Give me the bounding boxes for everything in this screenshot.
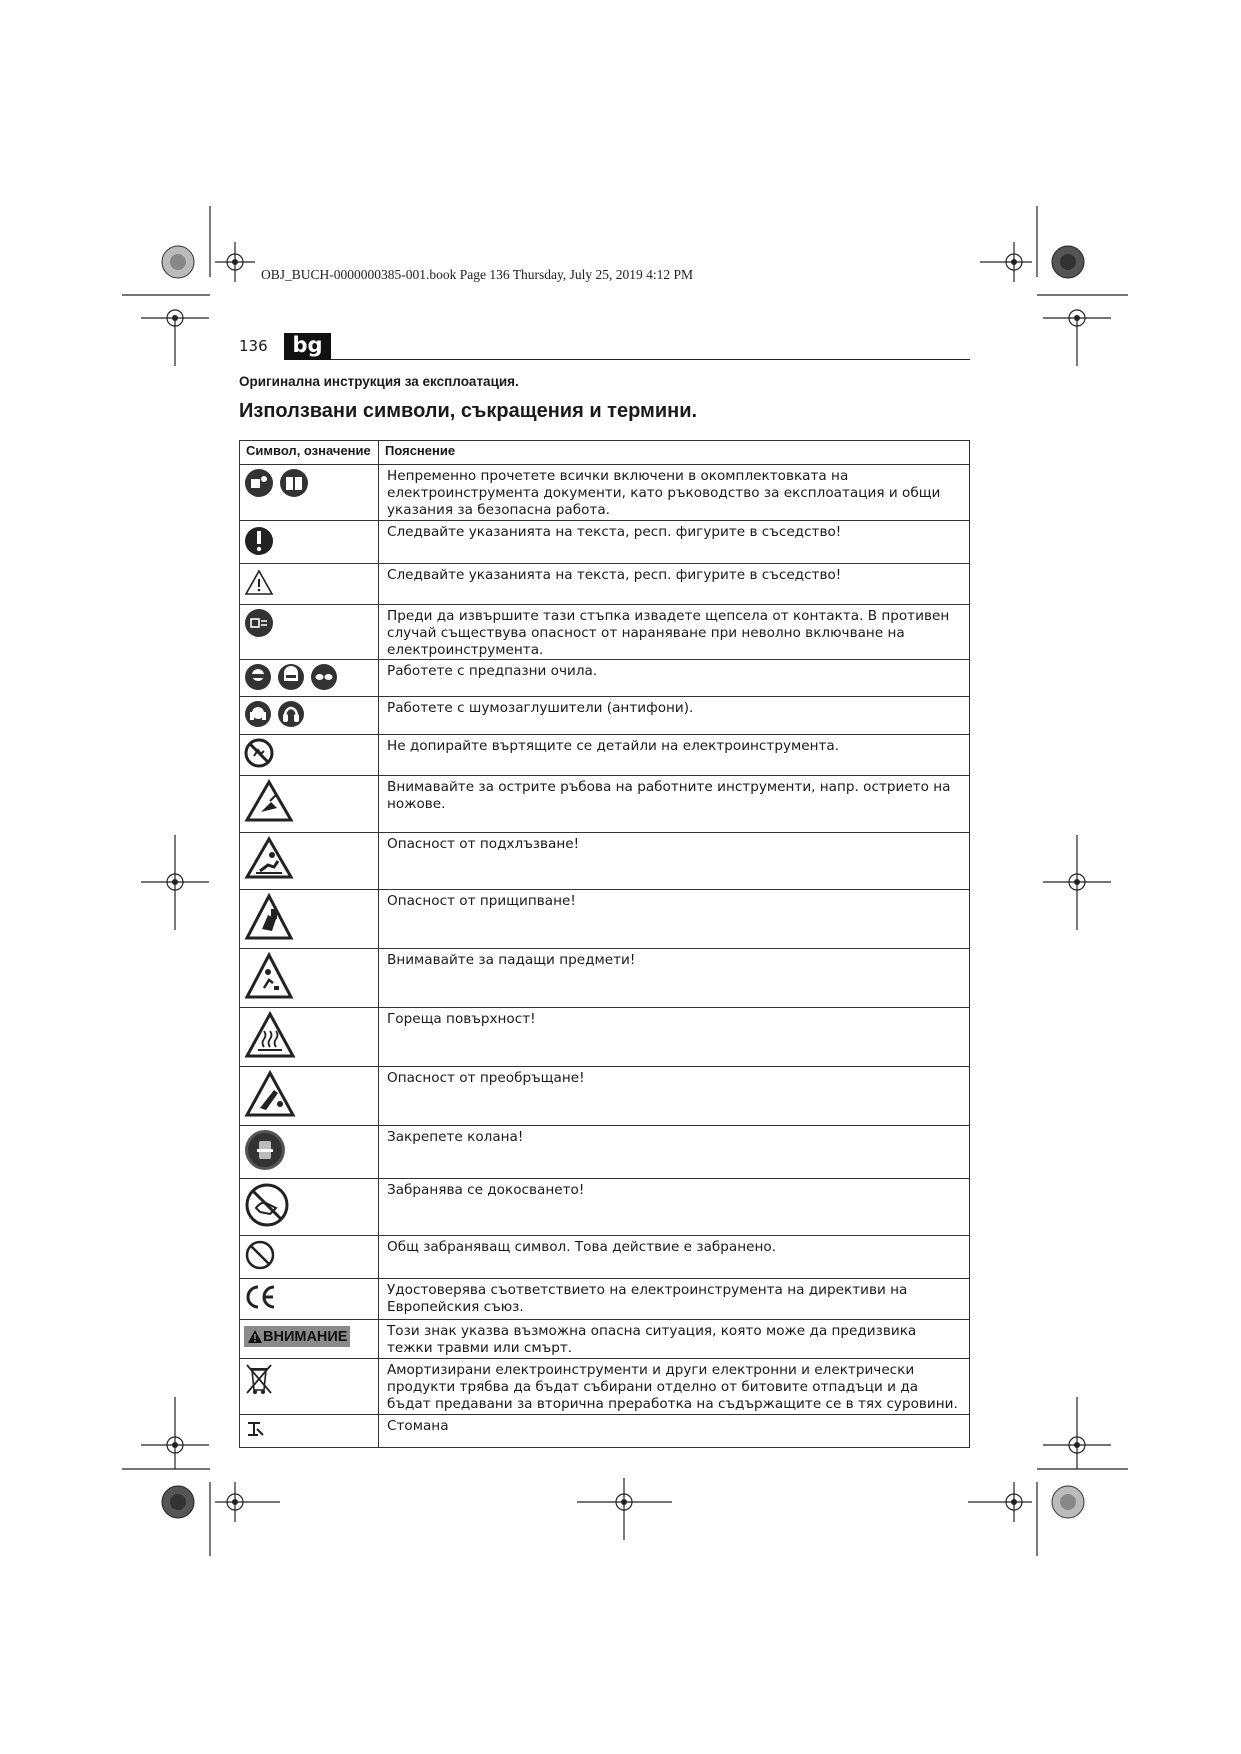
page-title: Използвани символи, съкращения и термини. xyxy=(239,400,698,422)
no-touching-icon xyxy=(244,1182,290,1228)
page-number: 136 xyxy=(239,337,268,355)
unplug-icon xyxy=(244,608,274,638)
table-row xyxy=(240,833,970,890)
warning-label xyxy=(244,1326,350,1347)
table-row xyxy=(240,1415,970,1448)
column-header-explanation: Пояснение xyxy=(379,441,970,465)
row-explanation: Следвайте указанията на текста, респ. фигурите в съседство! xyxy=(379,564,970,605)
falling-objects-icon xyxy=(244,952,294,1000)
table-row xyxy=(240,1179,970,1236)
row-explanation: Този знак указва възможна опасна ситуация, която може да предизвика тежки травми или смърт. xyxy=(379,1320,970,1359)
language-tab: bg xyxy=(284,333,331,360)
face-shield-icon xyxy=(277,663,305,691)
row-explanation: Гореща повърхност! xyxy=(379,1008,970,1067)
safety-goggles-icon xyxy=(244,663,272,691)
row-explanation: Закрепете колана! xyxy=(379,1126,970,1179)
table-row xyxy=(240,1126,970,1179)
steel-icon xyxy=(244,1418,266,1440)
warning-triangle-small-icon xyxy=(247,1329,263,1344)
row-explanation: Следвайте указанията на текста, респ. фигурите в съседство! xyxy=(379,521,970,564)
row-explanation: Работете с шумозаглушители (антифони). xyxy=(379,697,970,735)
table-row xyxy=(240,605,970,660)
row-explanation: Работете с предпазни очила. xyxy=(379,660,970,697)
read-manual-icon xyxy=(244,468,274,498)
manual-book-icon xyxy=(279,468,309,498)
tip-over-icon xyxy=(244,1070,296,1118)
slip-hazard-icon xyxy=(244,836,294,880)
row-explanation: Опасност от прищипване! xyxy=(379,890,970,949)
sharp-edges-icon xyxy=(244,779,294,823)
column-header-symbol: Символ, означение xyxy=(240,441,379,465)
goggles-icon xyxy=(310,663,338,691)
ear-protection-icon xyxy=(244,700,272,728)
no-touch-rotating-icon xyxy=(244,738,274,768)
fasten-belt-icon xyxy=(244,1129,286,1171)
table-row xyxy=(240,564,970,605)
warning-triangle-icon xyxy=(244,567,274,597)
row-explanation: Внимавайте за острите ръбова на работните инструменти, напр. острието на ножове. xyxy=(379,776,970,833)
row-explanation: Внимавайте за падащи предмети! xyxy=(379,949,970,1008)
row-explanation: Непременно прочетете всички включени в окомплектовката на електроинструмента документи, като ръководство за експлоатация и общи указания за безопасна работа. xyxy=(379,465,970,521)
table-row xyxy=(240,521,970,564)
row-explanation: Удостоверява съответствието на електроинструмента на директиви на Европейския съюз. xyxy=(379,1279,970,1320)
table-row xyxy=(240,1236,970,1279)
row-explanation: Преди да извършите тази стъпка извадете щепсела от контакта. В противен случай съществува опасност от нараняване при неволно включване на електроинструмента. xyxy=(379,605,970,660)
table-row xyxy=(240,1320,970,1359)
file-info-line: OBJ_BUCH-0000000385-001.book Page 136 Thursday, July 25, 2019 4:12 PM xyxy=(261,267,694,282)
pinch-hazard-icon xyxy=(244,893,294,941)
table-row xyxy=(240,949,970,1008)
ce-mark-icon xyxy=(244,1282,278,1312)
document-subtitle: Оригинална инструкция за експлоатация. xyxy=(239,374,519,389)
table-header-row xyxy=(240,441,970,465)
row-explanation: Опасност от подхлъзване! xyxy=(379,833,970,890)
header-rule xyxy=(331,359,970,360)
weee-bin-icon xyxy=(244,1362,274,1396)
table-row xyxy=(240,890,970,949)
row-explanation: Стомана xyxy=(379,1415,970,1448)
table-row xyxy=(240,465,970,521)
table-row xyxy=(240,660,970,697)
table-row xyxy=(240,697,970,735)
table-row xyxy=(240,1008,970,1067)
table-row xyxy=(240,776,970,833)
warning-label-text: ВНИМАНИЕ xyxy=(263,1328,348,1345)
table-row xyxy=(240,1359,970,1415)
row-explanation: Не допирайте въртящите се детайли на електроинструмента. xyxy=(379,735,970,776)
row-explanation: Амортизирани електроинструменти и други електронни и електрически продукти трябва да бъдат събирани отделно от битовите отпадъци и да бъдат предавани за вторична преработка на съдържащите се в тях суровини. xyxy=(379,1359,970,1415)
table-row xyxy=(240,735,970,776)
ear-muffs-icon xyxy=(277,700,305,728)
hot-surface-icon xyxy=(244,1011,296,1059)
exclamation-mandatory-icon xyxy=(244,524,274,556)
table-row xyxy=(240,1067,970,1126)
symbols-table xyxy=(239,440,970,1448)
row-explanation: Опасност от преобръщане! xyxy=(379,1067,970,1126)
row-explanation: Забранява се докосването! xyxy=(379,1179,970,1236)
table-row xyxy=(240,1279,970,1320)
prohibition-icon xyxy=(244,1239,276,1271)
row-explanation: Общ забраняващ символ. Това действие е забранено. xyxy=(379,1236,970,1279)
